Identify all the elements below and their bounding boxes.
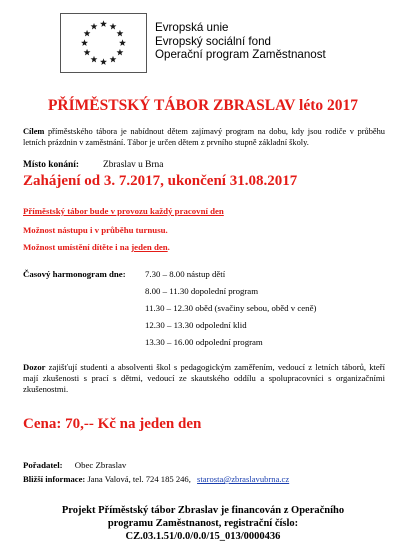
eu-stars-icon [61,14,146,72]
schedule-row: 12.30 – 13.30 odpolední klid [145,320,247,330]
funding-footer [0,504,406,543]
supervision-label: Dozor [23,362,46,372]
supervision-text: zajišťují studenti a absolventi škol s pedagogickým zaměřením, vedoucí z letních táborů, kteří mají zkušenosti s prací s dětmi, vedoucí ze skautského oddílu a spolupracovníci s organizačními zkušenostmi. [23,362,385,394]
intro-label: Cílem [23,127,45,136]
footer-line-2: programu Zaměstnanost, registrační číslo: [107,518,299,529]
page-title: PŘÍMĚSTSKÝ TÁBOR ZBRASLAV léto 2017 [47,97,359,114]
note-every-day [23,206,224,216]
organizer-value: Obec Zbraslav [74,460,127,470]
note-every-day-text: Příměstský tábor bude v provozu každý pracovní den [23,206,224,216]
info-label: Bližší informace: [23,474,86,484]
footer-line-3: CZ.03.1.51/0.0/0.0/15_013/0000436 [125,531,281,542]
organizer-line [23,460,126,470]
note-one-day-pre: Možnost umístění dítěte i na [23,242,132,252]
info-value: Jana Valová, tel. 724 185 246, [87,474,191,484]
intro-text: příměstského tábora je nabídnout dětem zajímavý program na dobu, kdy jsou rodiče v průběhu letních prázdnin v zaměstnání. Tábor je určen dětem z prvního stupně základní školy. [23,127,385,147]
note-one-day-underlined: jeden den [131,242,168,252]
price: Cena: 70,-- Kč na jeden den [23,416,202,432]
eu-line-2: Evropský sociální fond [155,34,271,48]
note-start-anytime: Možnost nástupu i v průběhu turnusu. [23,225,168,235]
schedule-label: Časový harmonogram dne: [23,269,126,279]
email-link[interactable]: starosta@zbraslavubrna.cz [197,474,290,484]
eu-line-3: Operační program Zaměstnanost [155,48,326,62]
note-one-day-post: . [167,242,170,252]
organizer-label: Pořadatel: [23,460,63,470]
info-line [23,474,289,484]
schedule-row: 11.30 – 12.30 oběd (svačiny sebou, oběd v ceně) [145,303,317,313]
eu-flag-logo [60,13,147,73]
schedule-row: 13.30 – 16.00 odpolední program [145,337,263,347]
schedule-row: 8.00 – 11.30 dopolední program [145,286,259,296]
intro-paragraph [23,126,385,148]
eu-line-1: Evropská unie [155,21,229,34]
footer-line-1: Projekt Příměstský tábor Zbraslav je financován z Operačního [61,505,345,516]
place-value: Zbraslav u Brna [103,160,164,170]
place-line [23,160,164,170]
note-one-day [23,242,170,252]
supervision-paragraph [23,362,385,395]
place-label: Místo konání: [23,160,79,170]
eu-logo-text [155,21,326,62]
schedule-row: 7.30 – 8.00 nástup dětí [145,269,226,279]
start-dates: Zahájení od 3. 7.2017, ukončení 31.08.2017 [23,173,298,189]
